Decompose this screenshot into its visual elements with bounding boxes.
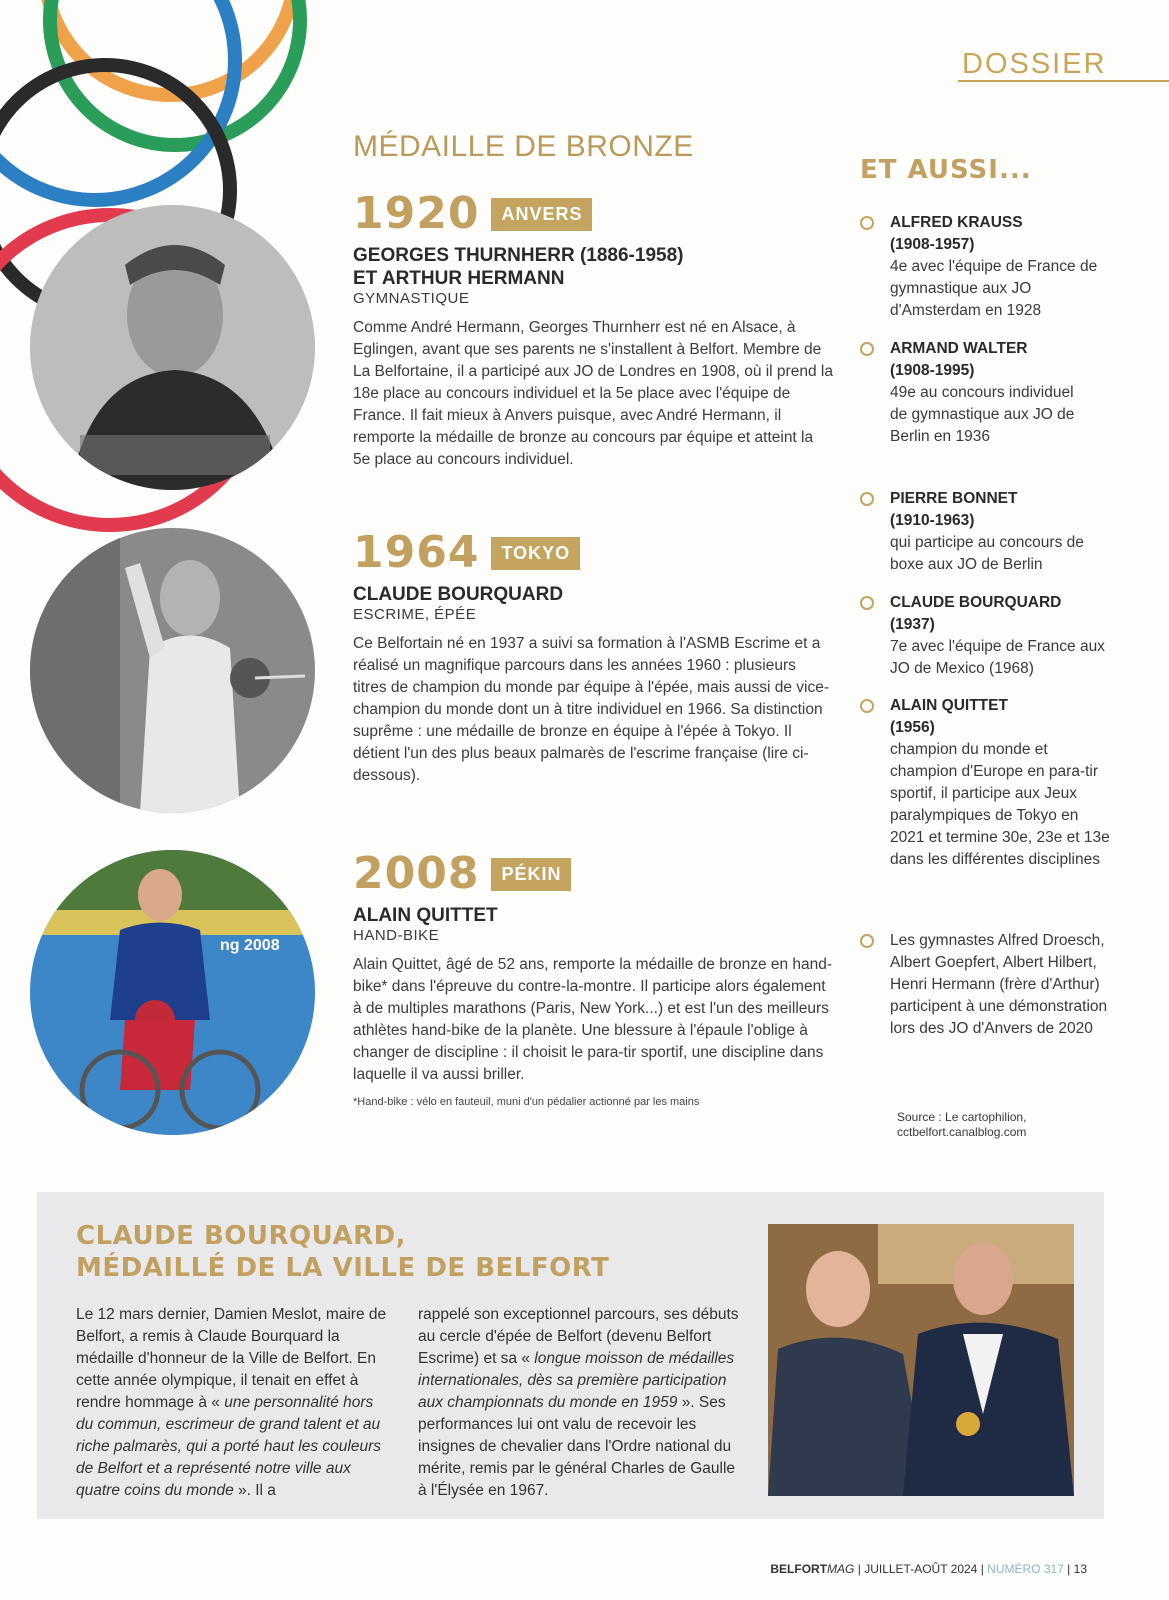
entry-athlete: ALAIN QUITTET — [353, 905, 498, 926]
bullet-circle-icon — [860, 934, 874, 948]
aside-item-dates: (1956) — [890, 719, 935, 736]
page-title: MÉDAILLE DE BRONZE — [353, 130, 694, 163]
bullet-circle-icon — [860, 492, 874, 506]
aside-item-text: champion du monde et champion d'Europe en para-tir sportif, il participe aux Jeux paralympiques de Tokyo en 2021 et termine 30e, 23e et 13e dans les différentes disciplines — [890, 741, 1110, 868]
aside-item-text: qui participe au concours de boxe aux JO de Berlin — [890, 534, 1084, 573]
aside-item-name: PIERRE BONNET — [890, 490, 1018, 507]
photo-quittet-handbike — [30, 850, 315, 1135]
aside-item-text: 7e avec l'équipe de France aux JO de Mexico (1968) — [890, 638, 1105, 677]
footnote: *Hand-bike : vélo en fauteuil, muni d'un pédalier actionné par les mains — [353, 1096, 700, 1108]
entry-city-badge: ANVERS — [491, 198, 592, 231]
aside-item — [860, 695, 1110, 871]
aside-item — [860, 338, 1110, 448]
entry-year: 2008 — [353, 848, 480, 899]
box-col2-end: ». Ses performances lui ont valu de recevoir les insignes de chevalier dans l'Ordre national du mérite, remis par le général Charles de Gaulle à l'Élysée en 1967. — [418, 1394, 736, 1499]
entry-year: 1920 — [353, 188, 480, 239]
source-line-1: Source : Le cartophilion, — [897, 1110, 1027, 1124]
aside-item-name: ARMAND WALTER — [890, 340, 1028, 357]
aside-item-dates: (1937) — [890, 616, 935, 633]
medal-entry-1964 — [353, 527, 833, 787]
box-title-line-1: CLAUDE BOURQUARD, — [76, 1221, 407, 1251]
box-col1-end: ». Il a — [233, 1482, 276, 1499]
source-line-2: cctbelfort.canalblog.com — [897, 1125, 1027, 1139]
page-footer: BELFORTMAG | JUILLET-AOÛT 2024 | NUMÉRO 317 | 13 — [770, 1562, 1087, 1576]
aside-item-dates: (1908-1995) — [890, 362, 975, 379]
entry-sport: GYMNASTIQUE — [353, 290, 470, 307]
bullet-circle-icon — [860, 342, 874, 356]
aside-item-name: ALAIN QUITTET — [890, 697, 1008, 714]
footer-issue-date: JUILLET-AOÛT 2024 — [864, 1562, 978, 1576]
box-column-2 — [418, 1304, 743, 1502]
entry-text: Alain Quittet, âgé de 52 ans, remporte la médaille de bronze en hand-bike* dans l'épreuve du contre-la-montre. Il participe alors également à de multiples marathons (Paris, New York...) et est l'un des meilleurs athlètes hand-bike de la planète. Une blessure à l'épaule l'oblige à changer de discipline : il choisit le para-tir sportif, une discipline dans laquelle il va aussi briller. — [353, 956, 833, 1083]
aside-title: ET AUSSI... — [860, 155, 1032, 185]
bullet-circle-icon — [860, 699, 874, 713]
aside-item-dates: (1910-1963) — [890, 512, 975, 529]
aside-item-name: ALFRED KRAUSS — [890, 214, 1023, 231]
photo-medal-ceremony — [768, 1224, 1074, 1496]
aside-item-dates: (1908-1957) — [890, 236, 975, 253]
bullet-circle-icon — [860, 216, 874, 230]
box-col2-text: rappelé son exceptionnel parcours, ses débuts au cercle d'épée de Belfort (devenu Belfort Escrime) et sa « — [418, 1306, 739, 1367]
aside-item-text: 4e avec l'équipe de France de gymnastique aux JO d'Amsterdam en 1928 — [890, 258, 1098, 319]
aside-item — [860, 212, 1110, 322]
entry-text: Ce Belfortain né en 1937 a suivi sa formation à l'ASMB Escrime et a réalisé un magnifique parcours dans les années 1960 : plusieurs titres de champion du monde par équipe à l'épée, mais aussi de vice-champion du monde dont un à titre individuel en 1966. Sa distinction suprême : une médaille de bronze en équipe à l'épée à Tokyo. Il détient l'un des plus beaux palmarès de l'escrime française (lire ci-dessous). — [353, 635, 829, 784]
footer-mag-name: BELFORT — [770, 1562, 828, 1576]
aside-item-text: 49e au concours individuel de gymnastique aux JO de Berlin en 1936 — [890, 384, 1075, 445]
photo-thurnherr — [30, 205, 315, 490]
footer-issue-number: NUMÉRO 317 — [987, 1562, 1064, 1576]
athlete-line-1: GEORGES THURNHERR (1886-1958) — [353, 245, 684, 266]
box-col1-text: Le 12 mars dernier, Damien Meslot, maire de Belfort, a remis à Claude Bourquard la médaille d'honneur de la Ville de Belfort. En cette année olympique, il tenait en effet à rendre hommage à « — [76, 1306, 387, 1411]
entry-city-badge: PÉKIN — [491, 858, 571, 891]
entry-city-badge: TOKYO — [491, 537, 580, 570]
footer-mag-suffix: MAG — [827, 1562, 855, 1576]
section-label: DOSSIER — [962, 48, 1107, 80]
photo-banner-text: ng 2008 — [220, 937, 280, 954]
aside-item — [860, 488, 1110, 576]
source-credit — [897, 1110, 1026, 1140]
section-underline — [958, 80, 1169, 82]
entry-sport: ESCRIME, ÉPÉE — [353, 606, 477, 623]
medal-entry-2008 — [353, 848, 833, 1108]
athlete-line-2: ET ARTHUR HERMANN — [353, 268, 565, 289]
bullet-circle-icon — [860, 596, 874, 610]
entry-sport: HAND-BIKE — [353, 927, 440, 944]
box-column-1 — [76, 1304, 394, 1502]
box-col2-quote: longue moisson de médailles internationales, dès sa première participation aux championnats du monde en 1959 — [418, 1350, 735, 1411]
box-col1-quote: une personnalité hors du commun, escrimeur de grand talent et au riche palmarès, qui a porté haut les couleurs de Belfort et a représenté notre ville aux quatre coins du monde — [76, 1394, 381, 1499]
box-title — [76, 1220, 609, 1284]
aside-item — [860, 930, 1110, 1040]
aside-item-text: Les gymnastes Alfred Droesch, Albert Goepfert, Albert Hilbert, Henri Hermann (frère d'Arthur) participent à une démonstration lors des JO d'Anvers de 2020 — [890, 932, 1108, 1037]
aside-item-name: CLAUDE BOURQUARD — [890, 594, 1062, 611]
entry-year: 1964 — [353, 527, 480, 578]
footer-page-number: 13 — [1073, 1562, 1087, 1576]
entry-athlete — [353, 244, 833, 290]
box-title-line-2: MÉDAILLÉ DE LA VILLE DE BELFORT — [76, 1253, 610, 1283]
entry-athlete: CLAUDE BOURQUARD — [353, 584, 564, 605]
aside-item — [860, 592, 1110, 680]
entry-text: Comme André Hermann, Georges Thurnherr est né en Alsace, à Eglingen, avant que ses parents ne s'installent à Belfort. Membre de La Belfortaine, il a participé aux JO de Londres en 1908, où il prend la 18e place au concours individuel et la 5e place avec l'équipe de France. Il fait mieux à Anvers puisque, avec André Hermann, il remporte la médaille de bronze au concours par équipe et atteint la 5e place au concours individuel. — [353, 319, 833, 468]
medal-entry-1920 — [353, 188, 833, 471]
photo-bourquard-fencing — [30, 528, 315, 813]
